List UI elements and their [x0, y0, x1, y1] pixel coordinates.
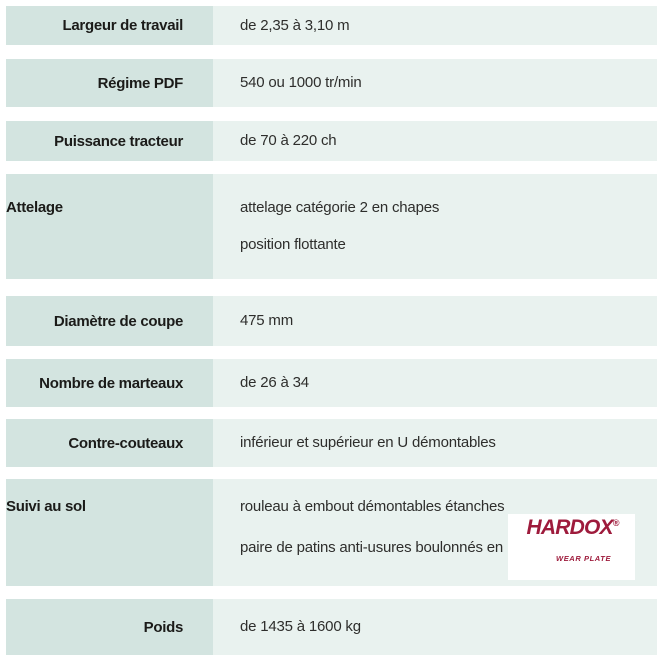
spec-value	[213, 359, 657, 407]
spec-value	[213, 174, 657, 279]
hardox-logo	[508, 514, 635, 580]
spec-value-line: de 26 à 34	[240, 374, 309, 391]
spec-value	[213, 6, 657, 45]
registered-trademark-icon: ®	[612, 518, 619, 528]
spec-row-regime-pdf	[6, 59, 657, 107]
spec-label: Largeur de travail	[6, 6, 213, 45]
spec-row-poids	[6, 599, 657, 655]
spec-label: Nombre de marteaux	[6, 359, 213, 407]
hardox-wordmark: HARDOX®	[526, 516, 619, 539]
spec-label: Régime PDF	[6, 59, 213, 107]
spec-row-contre-couteaux	[6, 419, 657, 467]
spec-value-line: de 2,35 à 3,10 m	[240, 16, 350, 34]
spec-label: Diamètre de coupe	[6, 296, 213, 346]
spec-row-suivi-au-sol	[6, 479, 657, 586]
spec-value	[213, 479, 657, 586]
spec-row-attelage	[6, 174, 657, 279]
spec-row-diametre-de-coupe	[6, 296, 657, 346]
spec-value-line: 540 ou 1000 tr/min	[240, 74, 362, 91]
spec-row-largeur-de-travail	[6, 6, 657, 45]
spec-value-line: inférieur et supérieur en U démontables	[240, 434, 496, 451]
spec-value-line: position flottante	[240, 236, 346, 253]
spec-label: Contre-couteaux	[6, 419, 213, 467]
spec-label: Suivi au sol	[6, 479, 213, 586]
spec-value	[213, 59, 657, 107]
spec-value-line: de 1435 à 1600 kg	[240, 618, 361, 635]
spec-value-line: de 70 à 220 ch	[240, 132, 337, 149]
spec-row-puissance-tracteur	[6, 121, 657, 161]
spec-value	[213, 121, 657, 161]
spec-label: Puissance tracteur	[6, 121, 213, 161]
spec-value	[213, 419, 657, 467]
spec-value-line-with-logo	[240, 516, 657, 569]
spec-value-text: paire de patins anti-usures boulonnés en	[240, 538, 504, 556]
spec-row-nombre-de-marteaux	[6, 359, 657, 407]
spec-value-line: attelage catégorie 2 en chapes	[240, 199, 440, 216]
spec-label: Attelage	[6, 174, 213, 279]
spec-value	[213, 296, 657, 346]
spec-value-line: rouleau à embout démontables étanches	[240, 498, 505, 515]
hardox-tagline: WEAR PLATE	[556, 554, 612, 563]
spec-label: Poids	[6, 599, 213, 655]
spec-value	[213, 599, 657, 655]
spec-value-line: 475 mm	[240, 312, 293, 329]
